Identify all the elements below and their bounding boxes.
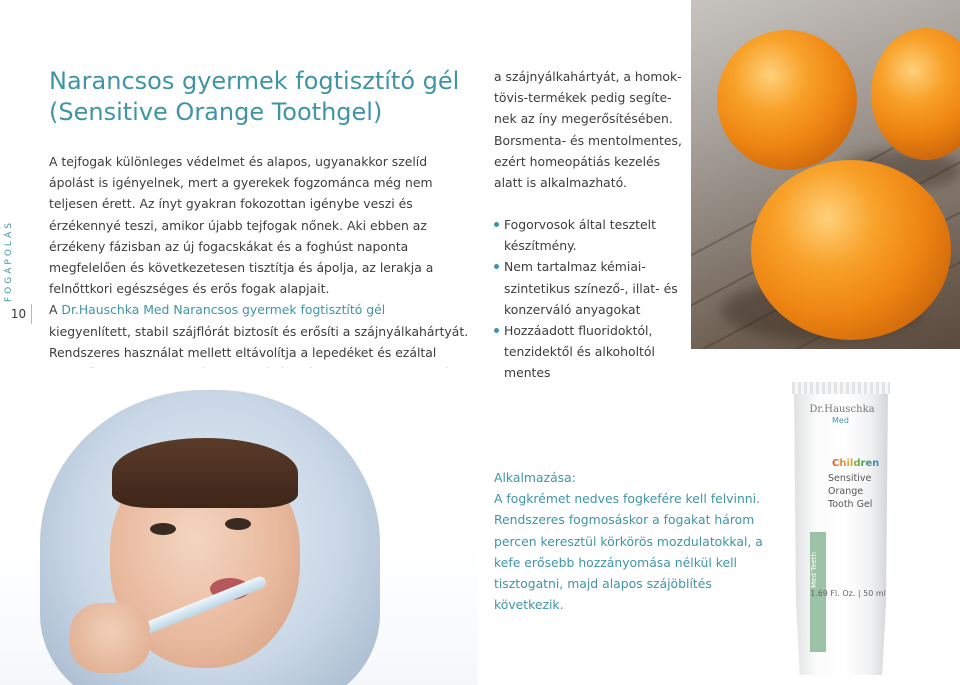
child-brushing-photo: [0, 368, 478, 685]
orange-top-left: [717, 30, 857, 170]
eye-right: [225, 518, 251, 530]
toothgel-tube-image: [792, 382, 890, 675]
title-line-2: (Sensitive Orange Toothgel): [49, 98, 383, 126]
orange-bottom: [751, 160, 951, 340]
feature-list: [494, 214, 684, 384]
feature-item: Fogorvosok által tesztelt készítmény.: [494, 214, 684, 256]
eye-left: [150, 523, 176, 535]
body-paragraph-2-prefix: A: [49, 302, 62, 318]
product-name-highlight: Dr.Hauschka Med Narancsos gyermek fogtisztító gél: [61, 302, 386, 318]
tube-body: [792, 382, 890, 675]
tube-size: 1.69 Fl. Oz. | 50 ml: [810, 589, 886, 598]
feature-item: Hozzáadott fluoridoktól, tenzidektől és alkoholtól mentes: [494, 320, 684, 384]
usage-line-1: A fogkrémet nedves fogkefére kell felvinni.: [494, 491, 761, 507]
page-number: 10: [10, 304, 32, 324]
feature-item: Nem tartalmaz kémiaiszintetikus színező-, illat- és konzerváló anyagokat: [494, 256, 684, 320]
title-line-1: Narancsos gyermek fogtisztító gél: [49, 67, 460, 95]
tube-kids: Children: [832, 458, 880, 469]
child-hair: [112, 438, 298, 508]
hand: [70, 603, 150, 673]
tube-name: Sensitive Orange Tooth Gel: [828, 473, 873, 510]
usage-line-2: Rendszeres fogmosáskor a fogakat három percen keresztül körkörös mozdulatokkal, a kefe erősebb hozzányomása nélkül kell tisztogatni, majd alapos szájöblítés következik.: [494, 512, 763, 613]
page-title: [49, 66, 469, 128]
right-column-text: a szájnyálkahártyát, a homoktövis-termékek pedig segítenek az íny megerősítésében. Borsmenta- és mentolmentes, ezért homeopátiás kezelés alatt is alkalmazható.: [494, 69, 682, 191]
body-paragraph-1: A tejfogak különleges védelmet és alapos, ugyanakkor szelíd ápolást is igényelnek, mert a gyerekek fogzománca még nem teljesen érett. Az ínyt gyakran fokozottan igénybe veszi és érzékennyé teszi, amikor újabb tejfogak nőnek. Aki ebben az érzékeny fázisban az új fogacskákat és a foghúst naponta megfelelően és következetesen tisztítja és ápolja, az lerakja a felnőttkori egészséges és erős fogak alapjait.: [49, 154, 434, 297]
tube-crimp: [792, 382, 890, 394]
body-paragraph-2-rest: kiegyenlített, stabil szájflórát biztosít és erősíti a szájnyálkahártyát. Rendszeres használat mellett eltávolítja a lepedéket és ezáltal: [49, 323, 469, 360]
tube-vertical-text: Med Teeth: [810, 552, 818, 588]
tube-brand: Dr.Hauschka: [809, 404, 875, 415]
usage-section: [494, 467, 784, 615]
tube-sub: Med: [832, 416, 849, 425]
oranges-photo: [691, 0, 960, 349]
usage-heading: Alkalmazása:: [494, 470, 576, 485]
orange-top-right: [871, 28, 960, 160]
section-label: FOGÁPOLÁS: [4, 220, 14, 302]
